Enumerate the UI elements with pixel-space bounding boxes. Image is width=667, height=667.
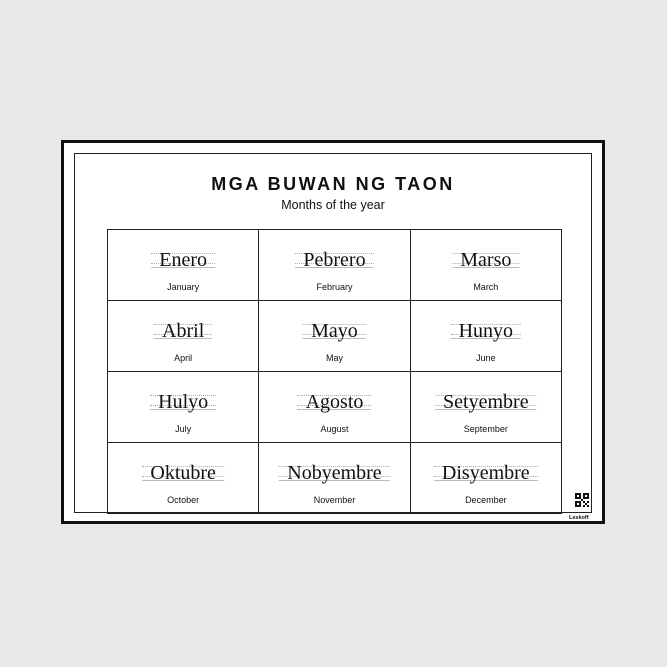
month-cell-11 <box>259 443 410 514</box>
month-english: April <box>174 353 193 363</box>
month-tagalog: Abril <box>154 320 212 342</box>
months-grid <box>107 229 562 514</box>
month-english: May <box>325 353 343 363</box>
month-cell-2 <box>259 230 410 301</box>
month-tagalog: Enero <box>151 249 215 271</box>
month-tagalog: Disyembre <box>434 462 538 484</box>
month-tagalog: Pebrero <box>295 249 373 271</box>
month-english: March <box>473 282 499 292</box>
month-english: October <box>167 495 200 505</box>
month-english: January <box>167 282 200 292</box>
qr-code-icon <box>575 493 589 507</box>
month-cell-5 <box>259 301 410 372</box>
brand-label: Leskoff <box>569 515 589 521</box>
month-tagalog: Oktubre <box>142 462 224 484</box>
month-tagalog: Hulyo <box>150 391 216 413</box>
month-cell-9 <box>411 372 562 443</box>
month-cell-10 <box>108 443 259 514</box>
month-cell-1 <box>108 230 259 301</box>
poster-inner-border <box>74 153 592 521</box>
month-english: June <box>476 353 496 363</box>
poster-title: MGA BUWAN NG TAON <box>211 174 455 194</box>
month-tagalog: Nobyembre <box>279 462 389 484</box>
month-tagalog: Marso <box>452 249 519 271</box>
month-cell-8 <box>259 372 410 443</box>
month-tagalog: Hunyo <box>451 320 521 342</box>
month-english: December <box>465 495 507 505</box>
month-english: September <box>463 424 508 434</box>
month-english: August <box>320 424 349 434</box>
month-cell-12 <box>411 443 562 514</box>
month-cell-3 <box>411 230 562 301</box>
poster <box>61 140 605 524</box>
month-tagalog: Setyembre <box>435 391 537 413</box>
month-english: November <box>313 495 356 505</box>
month-cell-6 <box>411 301 562 372</box>
month-cell-4 <box>108 301 259 372</box>
poster-subtitle: Months of the year <box>281 198 385 212</box>
month-english: July <box>175 424 192 434</box>
month-tagalog: Agosto <box>298 391 372 413</box>
month-cell-7 <box>108 372 259 443</box>
month-tagalog: Mayo <box>303 320 366 342</box>
month-english: February <box>316 282 353 292</box>
